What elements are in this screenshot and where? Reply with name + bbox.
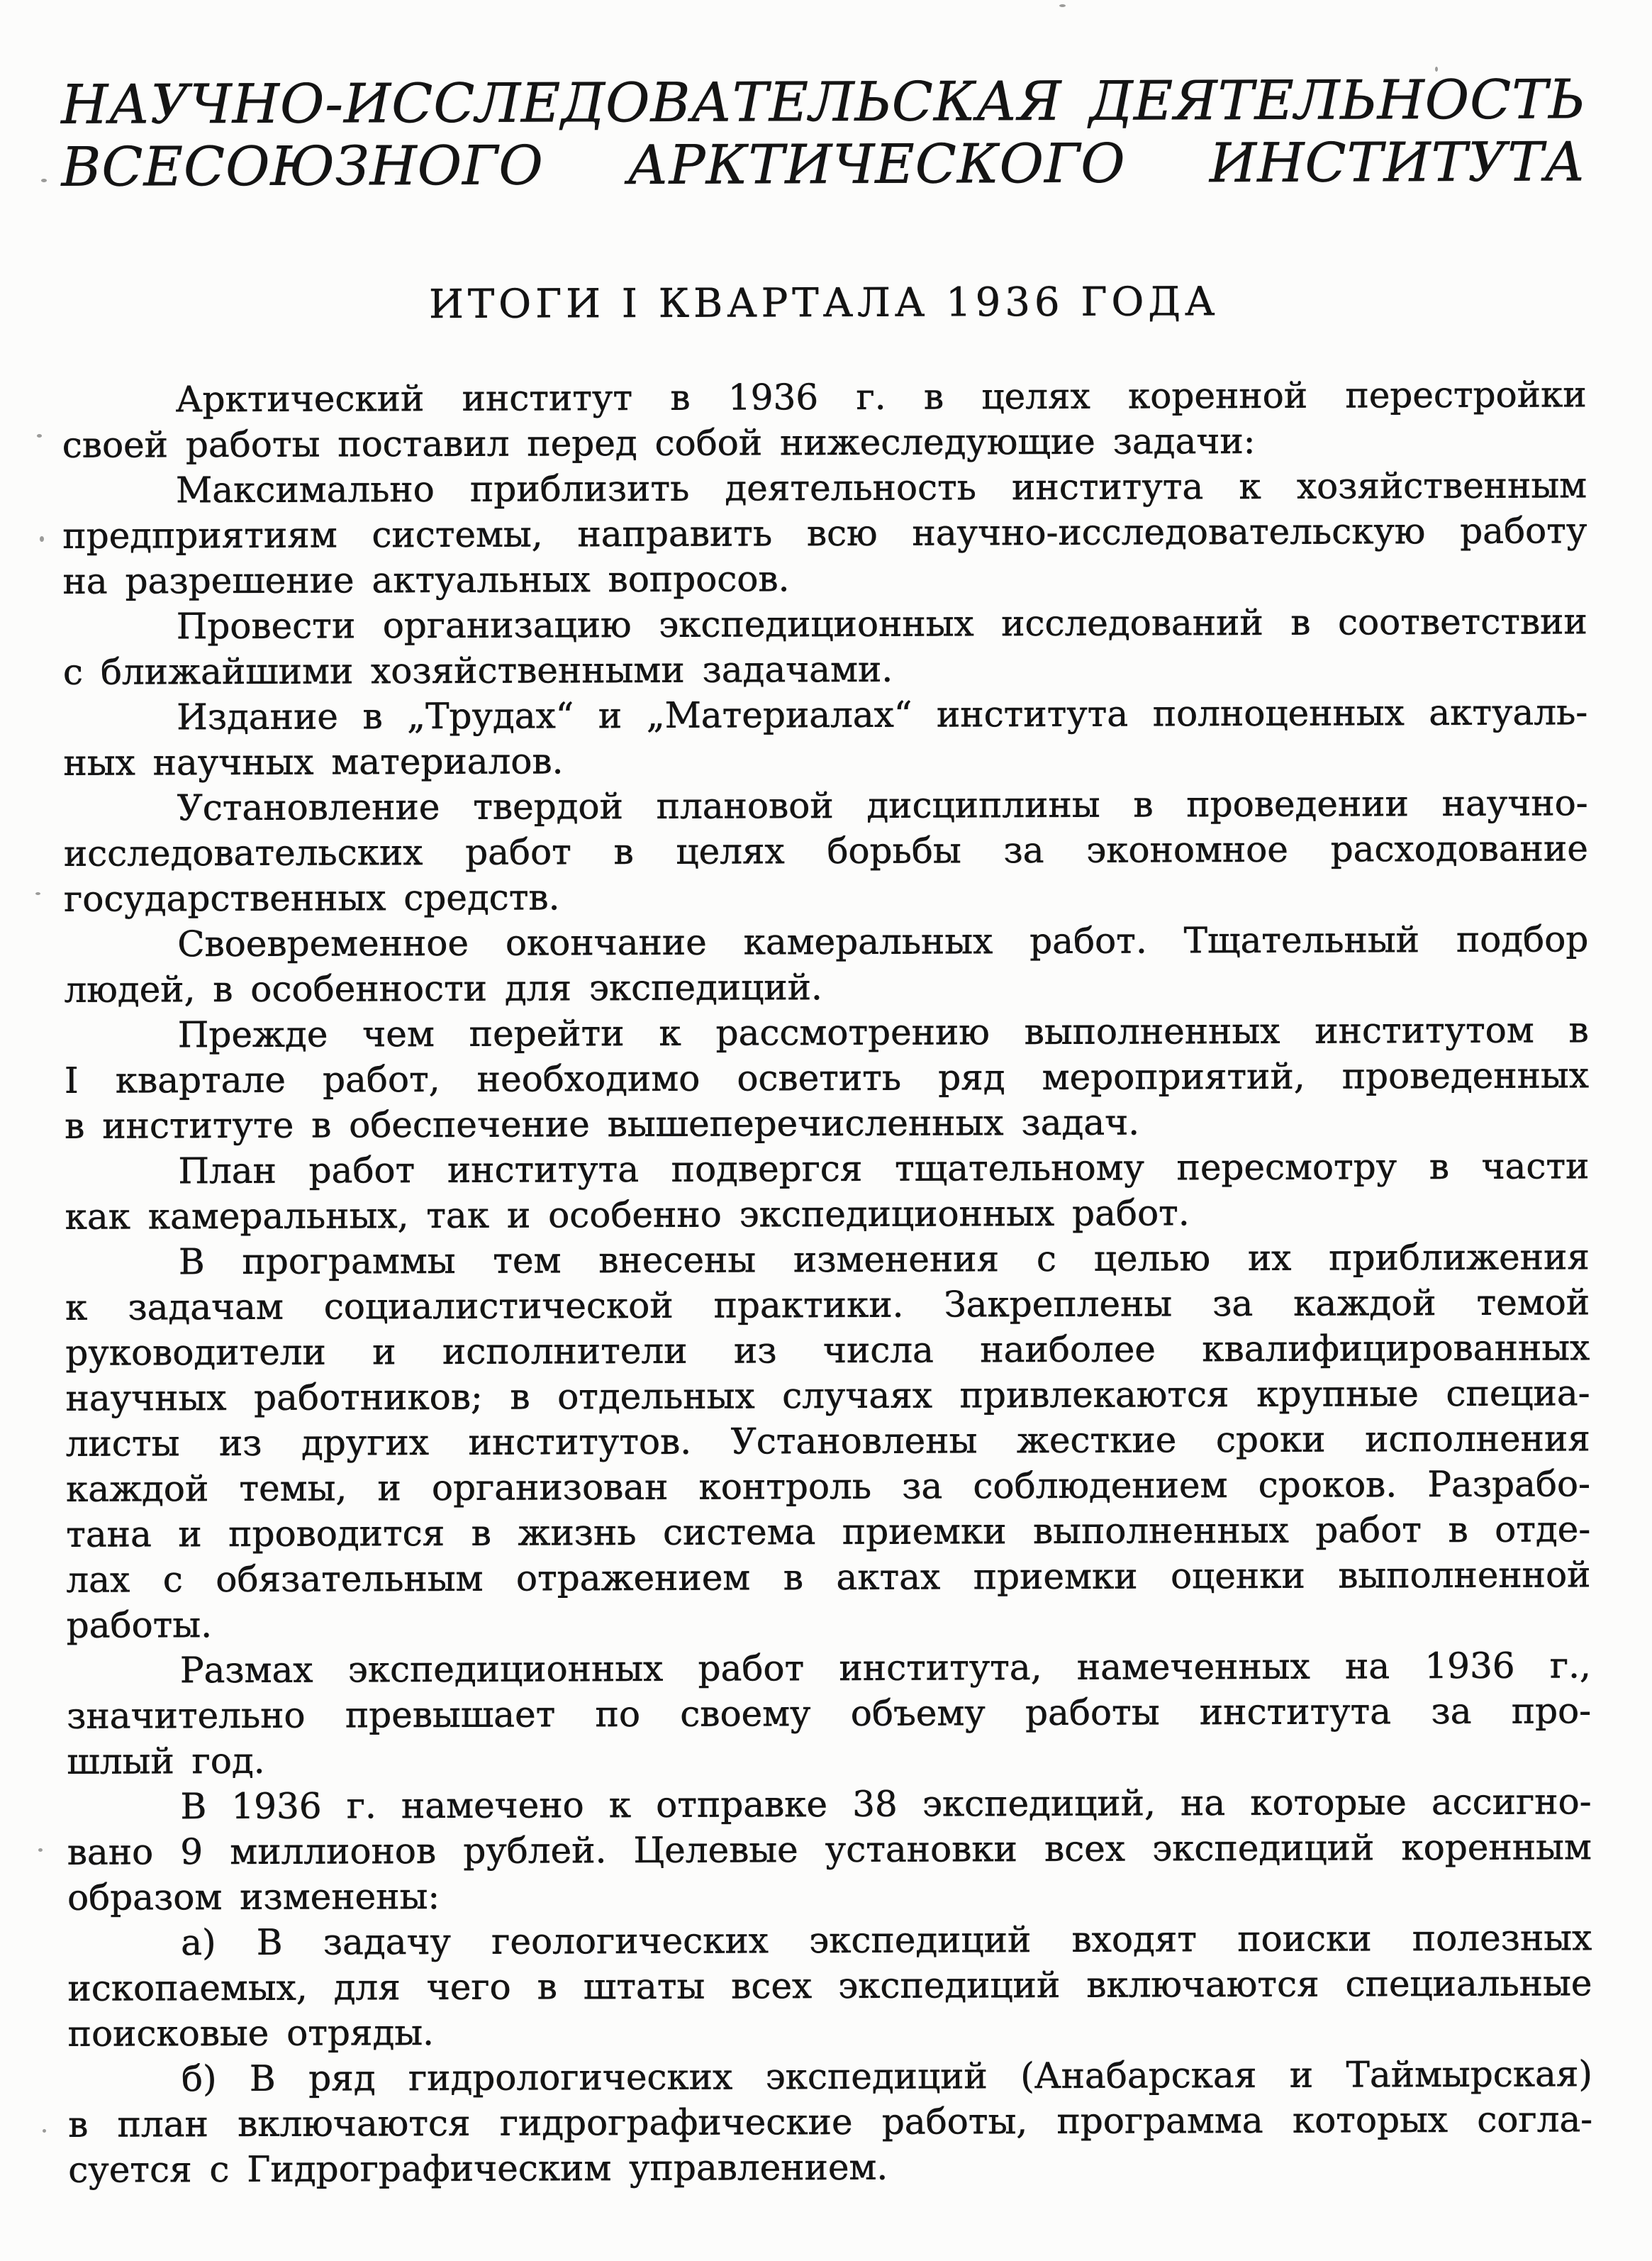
text-line: лах с обязательным отражением в актах приемки оценки выполненной	[66, 1554, 1591, 1601]
text-line: поисковые отряды.	[67, 2011, 435, 2055]
paragraph	[67, 1915, 1592, 2057]
scan-speck	[38, 1848, 43, 1852]
text-line: на разрешение актуальных вопросов.	[62, 558, 790, 602]
text-line: своей работы поставил перед собой нижеследующие задачи:	[62, 420, 1256, 466]
text-line: I квартале работ, необходимо осветить ряд мероприятий, проведенных	[64, 1055, 1590, 1101]
text-line: Арктический институт в 1936 г. в целях коренной перестройки	[175, 374, 1587, 421]
text-line: В программы тем внесены изменения с целью их приближения	[178, 1236, 1590, 1283]
article-title-line: ВСЕСОЮЗНОГО АРКТИЧЕСКОГО ИНСТИТУТА	[61, 130, 1586, 199]
paragraph	[65, 1143, 1589, 1240]
text-line: листы из других институтов. Установлены жесткие сроки исполнения	[65, 1418, 1590, 1465]
text-line: работы.	[66, 1604, 213, 1646]
scan-speck	[37, 434, 42, 438]
paragraph	[68, 2051, 1593, 2193]
text-line: с ближайшими хозяйственными задачами.	[62, 648, 893, 693]
text-line: значительно превышает по своему объему работы института за про-	[67, 1690, 1592, 1737]
paragraph	[67, 1643, 1592, 1784]
text-line: как камеральных, так и особенно экспедиционных работ.	[65, 1192, 1190, 1238]
text-line: ископаемых, для чего в штаты всех экспедиций включаются специальные	[67, 1962, 1592, 2009]
text-line: вано 9 миллионов рублей. Целевые установки всех экспедиций коренным	[67, 1826, 1592, 1873]
text-line: Своевременное окончание камеральных работ. Тщательный подбор	[177, 918, 1589, 965]
text-line: Размах экспедиционных работ института, намеченных на 1936 г.,	[179, 1645, 1591, 1691]
text-line: людей, в особенности для экспедиций.	[64, 967, 822, 1011]
paragraph	[62, 462, 1587, 604]
text-line: Максимально приблизить деятельность института к хозяйственным	[175, 465, 1587, 511]
paragraph	[64, 780, 1589, 922]
text-line: шлый год.	[67, 1740, 265, 1782]
text-line: каждой темы, и организован контроль за соблюдением сроков. Разрабо-	[65, 1463, 1591, 1510]
article-title-line: НАУЧНО-ИССЛЕДОВАТЕЛЬСКАЯ ДЕЯТЕЛЬНОСТЬ	[61, 67, 1586, 136]
scan-speck	[41, 179, 47, 182]
text-line: б) В ряд гидрологических экспедиций (Анабарская и Таймырская)	[181, 2053, 1593, 2100]
scan-speck	[43, 2129, 46, 2133]
scan-speck	[40, 536, 44, 542]
text-line: предприятиям системы, направить всю научно-исследовательскую работу	[62, 510, 1587, 557]
paragraph	[67, 1779, 1592, 1921]
text-line: суется с Гидрографическим управлением.	[68, 2146, 888, 2191]
paragraph	[63, 689, 1587, 786]
text-line: государственных средств.	[64, 877, 560, 920]
text-line: образом изменены:	[67, 1875, 440, 1918]
text-line: исследовательских работ в целях борьбы за экономное расходование	[63, 828, 1588, 874]
text-line: а) В задачу геологических экспедиций входят поиски полезных	[181, 1917, 1592, 1964]
paragraph	[64, 916, 1588, 1013]
text-line: в план включаются гидрографические работы, программа которых согла-	[68, 2099, 1593, 2145]
section-heading: ИТОГИ I КВАРТАЛА 1936 ГОДА	[428, 279, 1220, 328]
text-line: План работ института подвергся тщательному пересмотру в части	[178, 1145, 1590, 1192]
text-line: Провести организацию экспедиционных исследований в соответствии	[176, 601, 1587, 648]
article-body	[62, 372, 1593, 2192]
text-line: Издание в „Трудах“ и „Материалах“ института полноценных актуаль-	[177, 691, 1588, 738]
paragraph	[62, 372, 1587, 468]
text-line: руководители и исполнители из числа наиболее квалифицированных	[65, 1327, 1590, 1374]
text-line: научных работников; в отдельных случаях привлекаются крупные специа-	[65, 1372, 1590, 1419]
page-content	[61, 0, 1593, 2193]
text-line: тана и проводится в жизнь система приемки выполненных работ в отде-	[66, 1509, 1591, 1555]
text-line: В 1936 г. намечено к отправке 38 экспедиций, на которые ассигно-	[180, 1781, 1592, 1828]
text-line: к задачам социалистической практики. Закреплены за каждой темой	[65, 1282, 1590, 1328]
paragraph	[63, 599, 1587, 695]
paragraph	[65, 1007, 1590, 1149]
article-title	[61, 68, 1586, 199]
text-line: Установление твердой плановой дисциплины в проведении научно-	[177, 782, 1588, 829]
paragraph	[65, 1234, 1591, 1648]
text-line: Прежде чем перейти к рассмотрению выполненных институтом в	[177, 1009, 1589, 1056]
scan-speck	[35, 892, 40, 895]
text-line: в институте в обеспечение вышеперечисленных задач.	[65, 1101, 1140, 1147]
text-line: ных научных материалов.	[63, 740, 564, 784]
